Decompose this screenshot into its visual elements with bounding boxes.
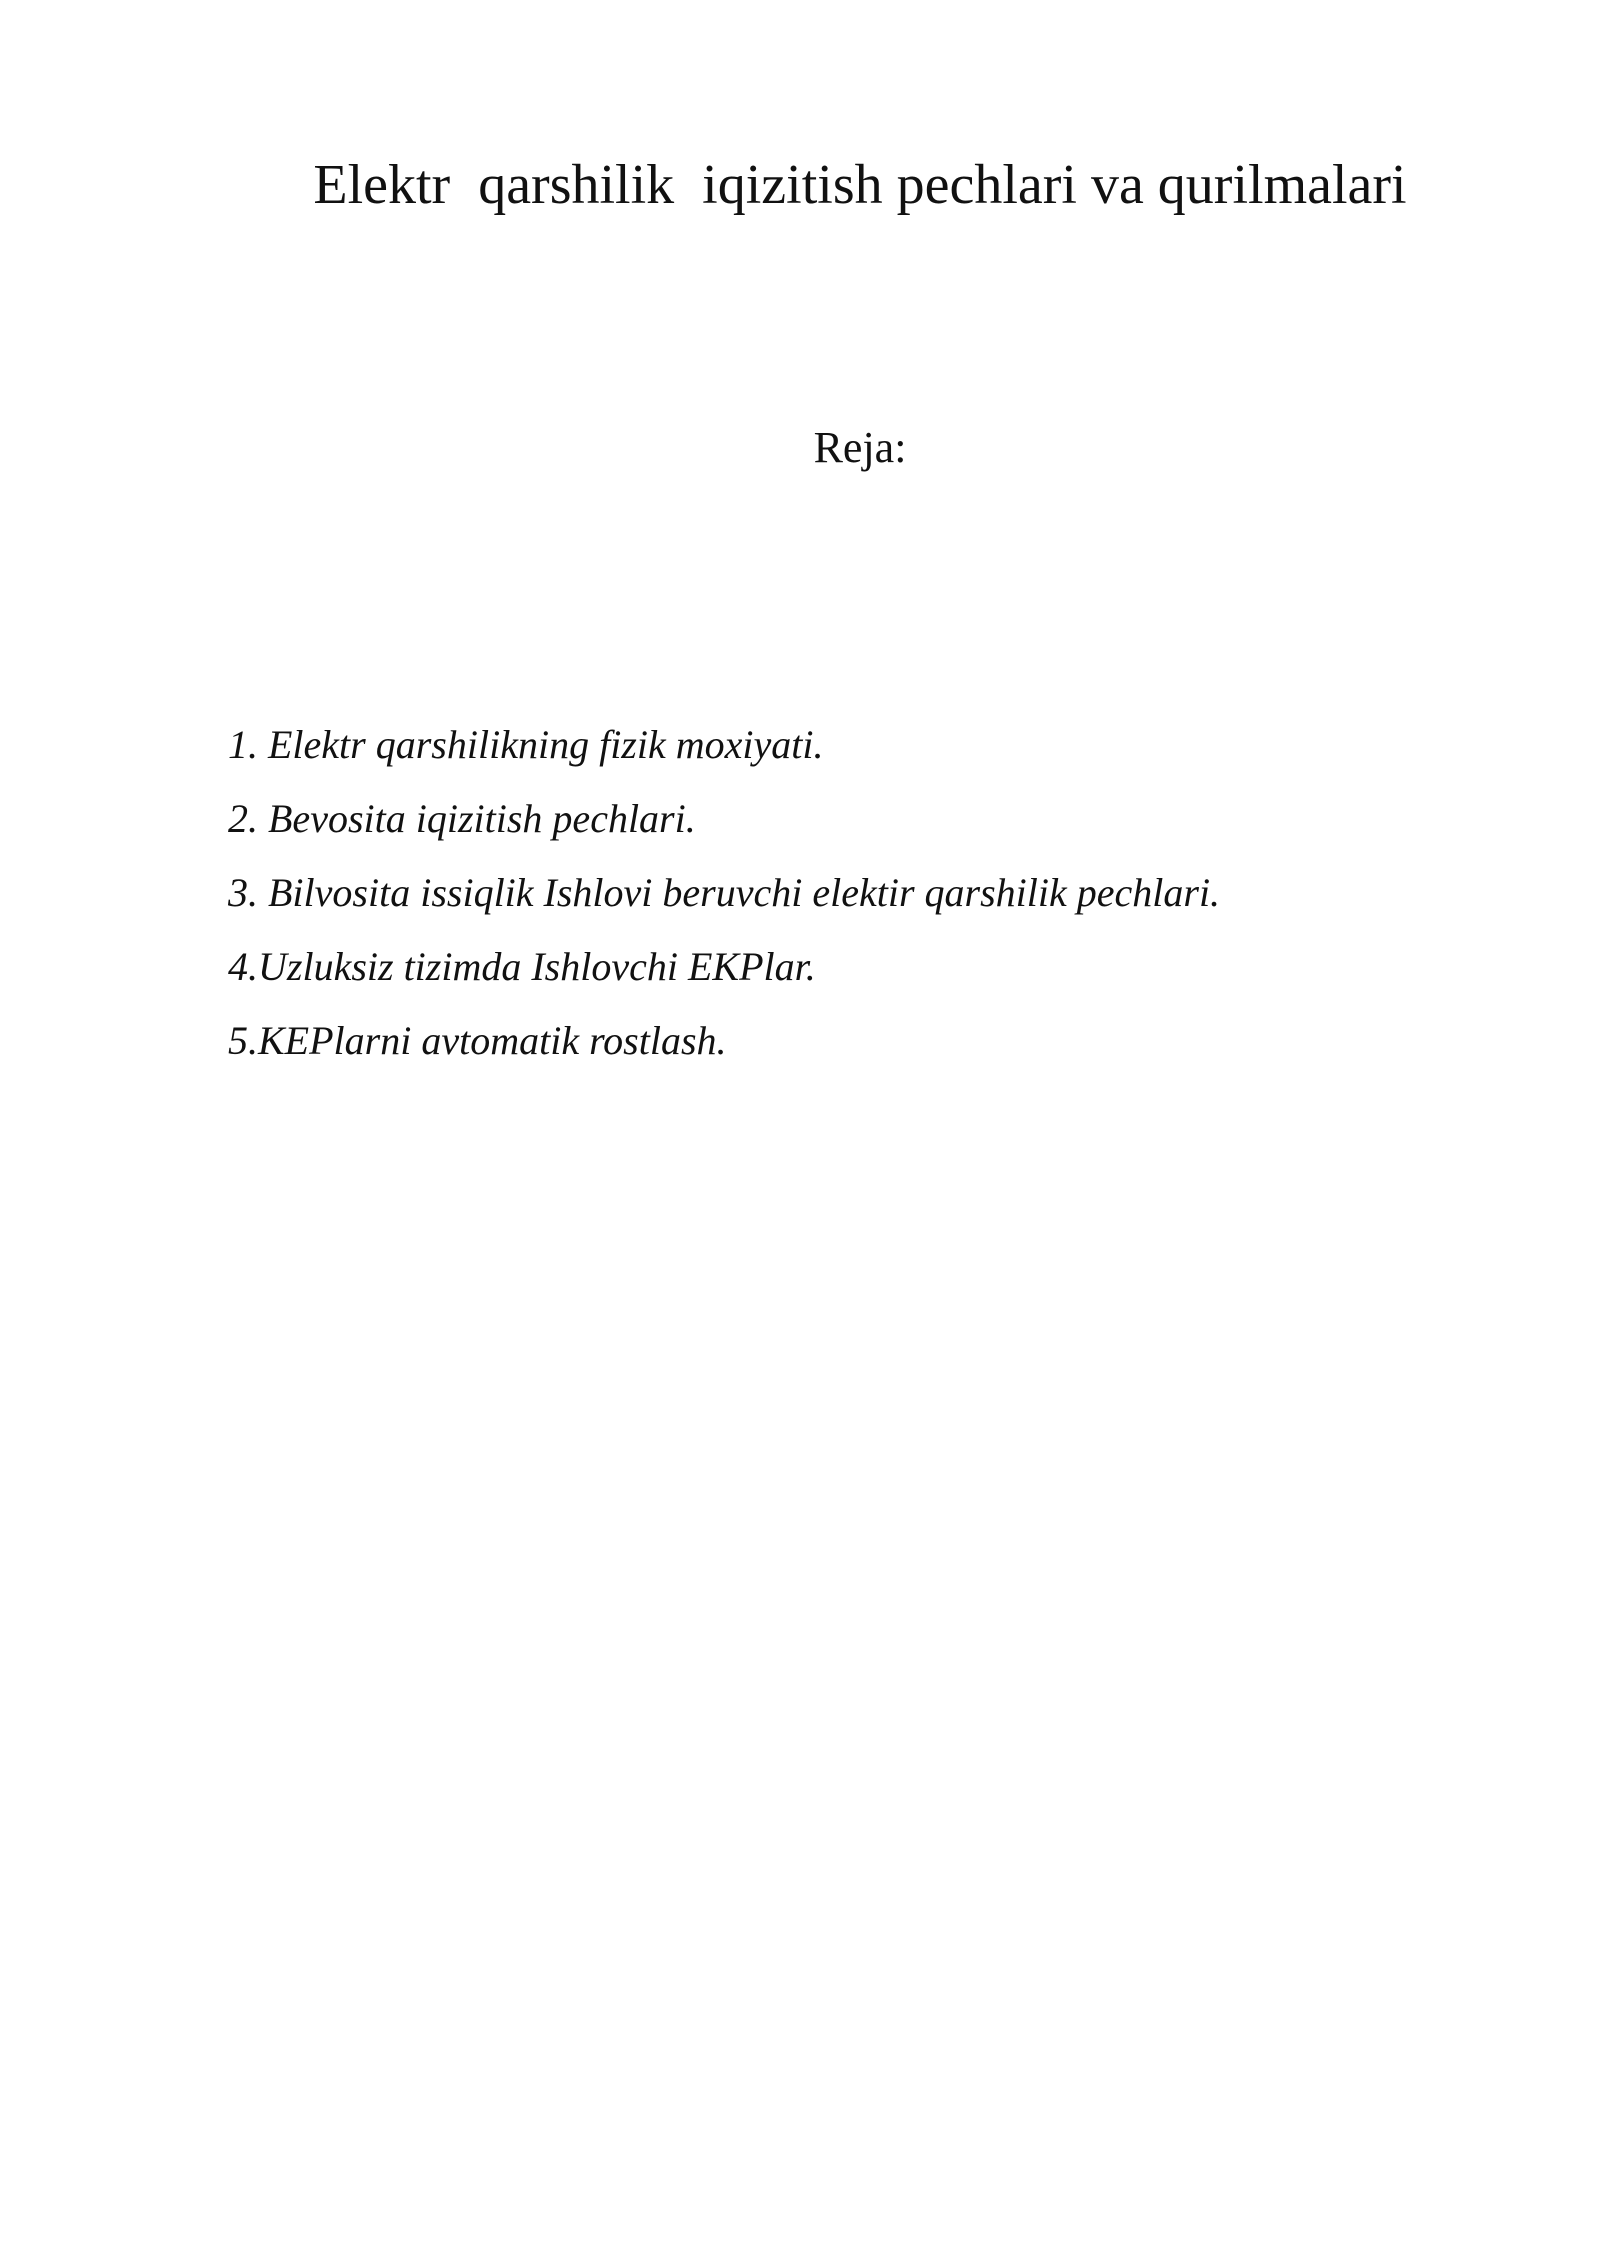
plan-item-4: 4.Uzluksiz tizimda Ishlovchi EKPlar. <box>228 944 816 989</box>
plan-heading: Reja: <box>813 423 907 472</box>
plan-list <box>228 708 1220 1078</box>
plan-item-2: 2. Bevosita iqizitish pechlari. <box>228 796 696 841</box>
plan-item-3: 3. Bilvosita issiqlik Ishlovi beruvchi elektir qarshilik pechlari. <box>228 870 1221 915</box>
document-title: Elektr qarshilik iqizitish pechlari va qurilmalari <box>313 154 1407 216</box>
plan-item-1: 1. Elektr qarshilikning fizik moxiyati. <box>228 722 824 767</box>
plan-item-5: 5.KEPlarni avtomatik rostlash. <box>228 1018 727 1063</box>
